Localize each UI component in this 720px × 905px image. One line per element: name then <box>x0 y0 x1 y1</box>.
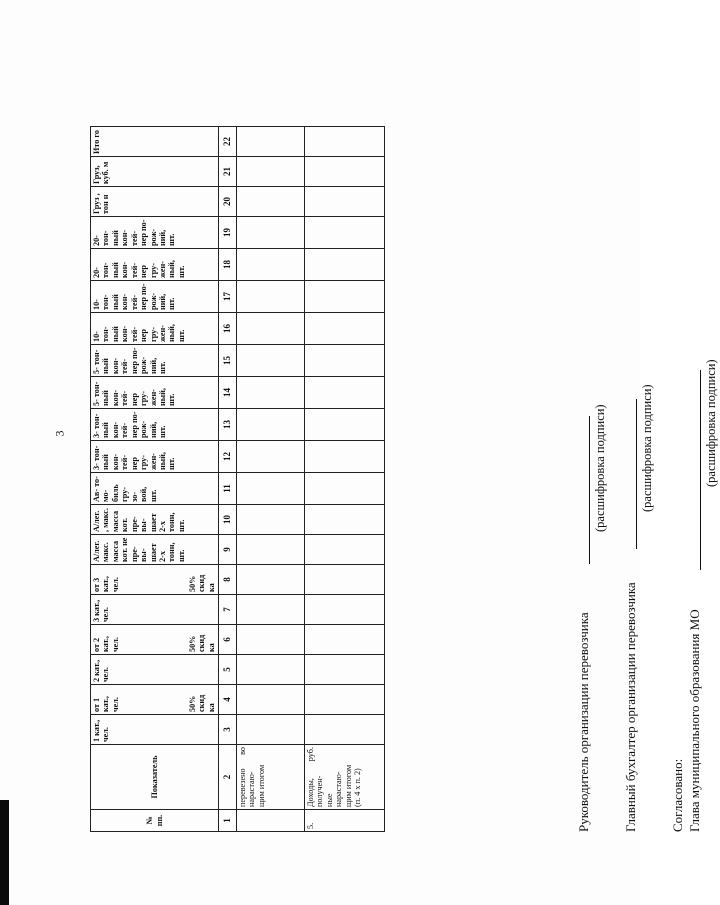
table-cell <box>305 377 385 409</box>
scan-edge-mark <box>0 800 9 905</box>
signature-caption: (расшифровка подписи) <box>593 404 607 532</box>
signature-label: Главный бухгалтер организации перевозчика <box>623 582 638 832</box>
table-cell <box>237 715 305 745</box>
table-cell <box>305 217 385 249</box>
header-cell <box>91 345 219 377</box>
table-cell <box>237 127 305 157</box>
header-cell-label: Ито го <box>92 129 101 154</box>
table-cell <box>305 473 385 505</box>
header-cell <box>91 441 219 473</box>
signature-block <box>576 0 720 832</box>
header-cell-label: от 3 кат., чел. <box>92 576 120 592</box>
table-cell <box>237 535 305 565</box>
table-cell <box>237 595 305 625</box>
table-cell <box>305 313 385 345</box>
column-number-cell: 13 <box>219 409 237 441</box>
header-cell-label: 10- тон- ный кон- тей- нер гру- жен- ный, шт. <box>92 324 186 342</box>
header-cell <box>91 157 219 187</box>
table-cell <box>305 249 385 281</box>
row-unit-text: во <box>238 747 247 755</box>
header-cell <box>91 249 219 281</box>
signature-line-chief-accountant <box>623 0 640 832</box>
column-number-cell: 17 <box>219 281 237 313</box>
header-cell-label: 10- тон- ный кон- тей- нер по- рож- ний, шт. <box>92 283 177 310</box>
table-cell <box>305 715 385 745</box>
column-number-cell: 7 <box>219 595 237 625</box>
signature-blank <box>589 416 590 564</box>
table-cell <box>237 473 305 505</box>
column-number-cell: 22 <box>219 127 237 157</box>
table-cell <box>305 345 385 377</box>
header-cell <box>91 505 219 535</box>
column-number-cell: 11 <box>219 473 237 505</box>
rotated-landscape-content <box>90 0 718 832</box>
column-number-cell: 18 <box>219 249 237 281</box>
header-cell <box>91 127 219 157</box>
table-cell <box>305 685 385 715</box>
header-cell <box>91 565 219 595</box>
signature-caption-row <box>593 0 609 832</box>
column-number-cell: 16 <box>219 313 237 345</box>
table-column-number-row <box>219 127 237 832</box>
table-cell <box>237 441 305 473</box>
page-number: 3 <box>52 430 67 437</box>
header-cell <box>91 409 219 441</box>
column-number-cell: 8 <box>219 565 237 595</box>
row-number-cell <box>237 810 305 832</box>
header-cell-label: А/лег. , макс. масса кот. пре- вы- шает 2-х тонн, шт. <box>92 508 186 532</box>
header-cell-label: 3- тон- ный кон- тей- нер по- рож- ний, шт. <box>92 411 167 438</box>
header-cell-label: 5- тон- ный кон- тей- нер гру- жен- ный, шт. <box>92 381 177 406</box>
header-cell-label: 20- тон- ный кон- тей- нер по- рож- ний, шт. <box>92 219 177 246</box>
header-cell-label: 1 кат., чел. <box>92 719 111 742</box>
header-cell <box>91 625 219 655</box>
table-cell <box>237 345 305 377</box>
column-number-cell: 21 <box>219 157 237 187</box>
table-cell <box>305 535 385 565</box>
row-indicator-text: Доходы, получен- ные нарастаю- щим итогом (п. 4 х п. 2) <box>306 764 363 807</box>
row-number-cell: 5. <box>305 810 385 832</box>
signature-label: Согласовано: <box>670 758 685 832</box>
table-cell <box>305 127 385 157</box>
signature-blank <box>700 370 701 570</box>
table-cell <box>305 565 385 595</box>
table-cell <box>237 409 305 441</box>
table-cell <box>237 249 305 281</box>
column-number-cell: 3 <box>219 715 237 745</box>
column-number-cell: 19 <box>219 217 237 249</box>
table-cell <box>237 281 305 313</box>
header-cell <box>91 655 219 685</box>
column-number-cell: 2 <box>219 745 237 810</box>
header-cell <box>91 473 219 505</box>
table-cell <box>305 441 385 473</box>
header-cell-label: 5- тон- ный кон- тей- нер по- рож- ний, шт. <box>92 347 167 374</box>
table-cell <box>305 655 385 685</box>
header-cell-label: Груз, куб. м <box>92 161 111 184</box>
column-number-cell: 15 <box>219 345 237 377</box>
table-row <box>237 127 305 832</box>
signature-line-carrier-head <box>576 0 593 832</box>
header-cell <box>91 187 219 217</box>
header-cell <box>91 377 219 409</box>
signature-line-approved <box>670 0 687 832</box>
header-cell <box>91 595 219 625</box>
row-indicator-cell <box>237 745 305 810</box>
column-number-cell: 20 <box>219 187 237 217</box>
signature-label: Глава муниципального образования МО <box>687 609 702 832</box>
header-cell-indicator: Показатель <box>91 745 219 810</box>
header-cell <box>91 715 219 745</box>
table-cell <box>237 217 305 249</box>
header-cell-label: Ав- то- мо- биль гру- зо- вой, шт. <box>92 476 158 502</box>
table-cell <box>305 281 385 313</box>
table-cell <box>305 187 385 217</box>
table-cell <box>305 409 385 441</box>
header-cell-discount-label: 50% скид ка <box>187 574 216 592</box>
column-number-cell: 12 <box>219 441 237 473</box>
table-cell <box>237 625 305 655</box>
header-cell-label: от 1 кат., чел. <box>92 696 120 712</box>
column-number-cell: 5 <box>219 655 237 685</box>
signature-caption: (расшифровка подписи) <box>704 359 718 487</box>
table-cell <box>237 157 305 187</box>
table-cell <box>237 377 305 409</box>
header-cell-discount-label: 50% скид ка <box>187 634 216 652</box>
table-cell <box>305 625 385 655</box>
header-cell <box>91 281 219 313</box>
signature-blank <box>636 399 637 549</box>
row-unit-text: руб. <box>306 747 315 762</box>
signature-line-municipal-head <box>687 0 704 832</box>
table-row <box>305 127 385 832</box>
column-number-cell: 14 <box>219 377 237 409</box>
column-number-cell: 9 <box>219 535 237 565</box>
signature-caption: (расшифровка подписи) <box>640 384 654 512</box>
signature-caption-row <box>640 0 656 832</box>
signature-caption-row <box>704 0 720 832</box>
header-cell <box>91 685 219 715</box>
table-header-row <box>91 127 219 832</box>
header-cell <box>91 535 219 565</box>
column-number-cell: 10 <box>219 505 237 535</box>
row-indicator-text: перевезено нарастаю- щим итогом <box>238 764 266 807</box>
table-cell <box>237 187 305 217</box>
column-number-cell: 6 <box>219 625 237 655</box>
table-cell <box>237 655 305 685</box>
header-cell-label: А/лег. макс. масса кот. не пре- вы- шает 2-х тонн, шт. <box>92 537 186 562</box>
header-cell-discount-label: 50% скид ка <box>187 694 216 712</box>
report-table <box>90 126 385 832</box>
table-cell <box>237 313 305 345</box>
header-cell <box>91 313 219 345</box>
table-cell <box>305 157 385 187</box>
table-cell <box>305 505 385 535</box>
header-cell-label: 2 кат., чел. <box>92 659 111 682</box>
header-cell-label: Груз , тон н <box>92 193 111 214</box>
table-cell <box>237 505 305 535</box>
header-cell-label: 20- тон- ный кон- тей- нер гру- жен- ный, шт. <box>92 260 186 278</box>
header-cell-label: от 2 кат., чел. <box>92 636 120 652</box>
signature-label: Руководитель организации перевозчика <box>576 612 591 832</box>
row-indicator-cell <box>305 745 385 810</box>
header-cell <box>91 217 219 249</box>
column-number-cell: 1 <box>219 810 237 832</box>
table-cell <box>305 595 385 625</box>
column-number-cell: 4 <box>219 685 237 715</box>
header-cell-number: № пп. <box>91 810 219 832</box>
table-cell <box>237 685 305 715</box>
report-sheet <box>90 0 718 832</box>
header-cell-label: 3 кат., чел. <box>92 599 111 622</box>
header-cell-label: 3- тон- ный кон- тей- нер гру- жен- ный, шт. <box>92 445 177 470</box>
table-cell <box>237 565 305 595</box>
